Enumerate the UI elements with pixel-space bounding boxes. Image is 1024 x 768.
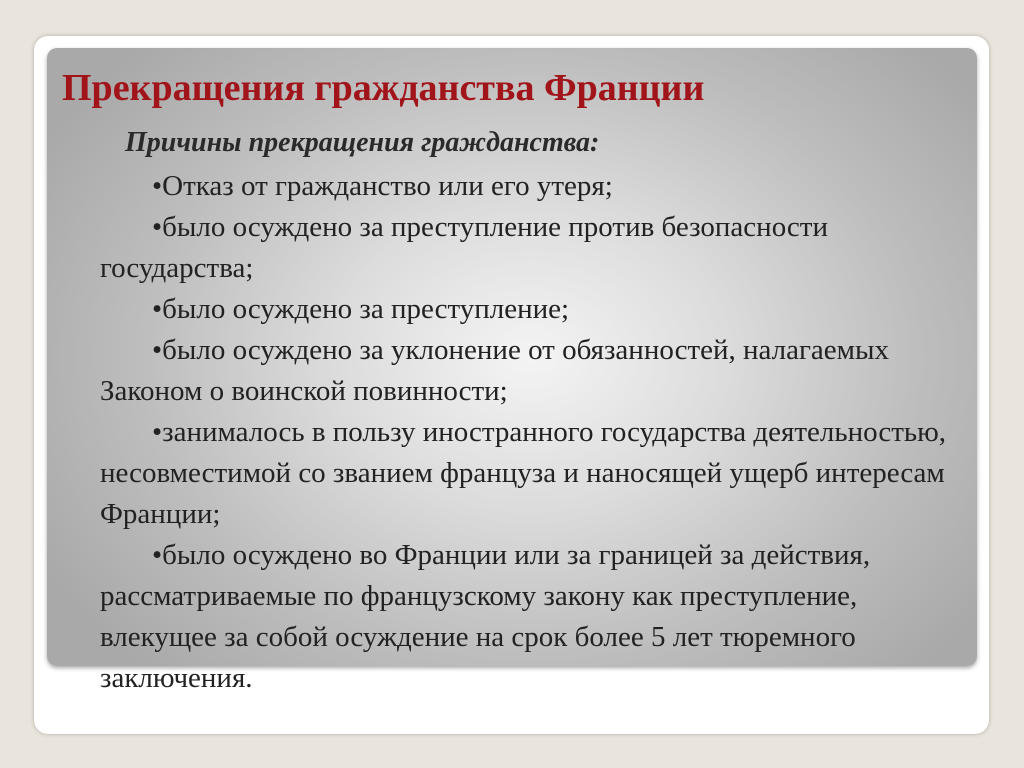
reason-item: •Отказ от гражданство или его утеря; bbox=[152, 170, 613, 202]
reason-item: •было осуждено за преступление против безопасности государства; bbox=[100, 211, 828, 284]
slide-title: Прекращения гражданства Франции bbox=[62, 67, 705, 109]
reasons-list bbox=[100, 166, 960, 699]
reason-item: •занималось в пользу иностранного государства деятельностью, несовместимой со званием француза и наносящей ущерб интересам Франции; bbox=[100, 416, 947, 530]
reason-item: •было осуждено во Франции или за границей за действия, рассматриваемые по французскому закону как преступление, влекущее за собой осуждение на срок более 5 лет тюремного заключения. bbox=[100, 539, 871, 694]
reason-item: •было осуждено за преступление; bbox=[152, 293, 570, 325]
reason-item: •было осуждено за уклонение от обязанностей, налагаемых Законом о воинской повинности; bbox=[100, 334, 889, 407]
reasons-subtitle: Причины прекращения гражданства: bbox=[125, 127, 600, 158]
